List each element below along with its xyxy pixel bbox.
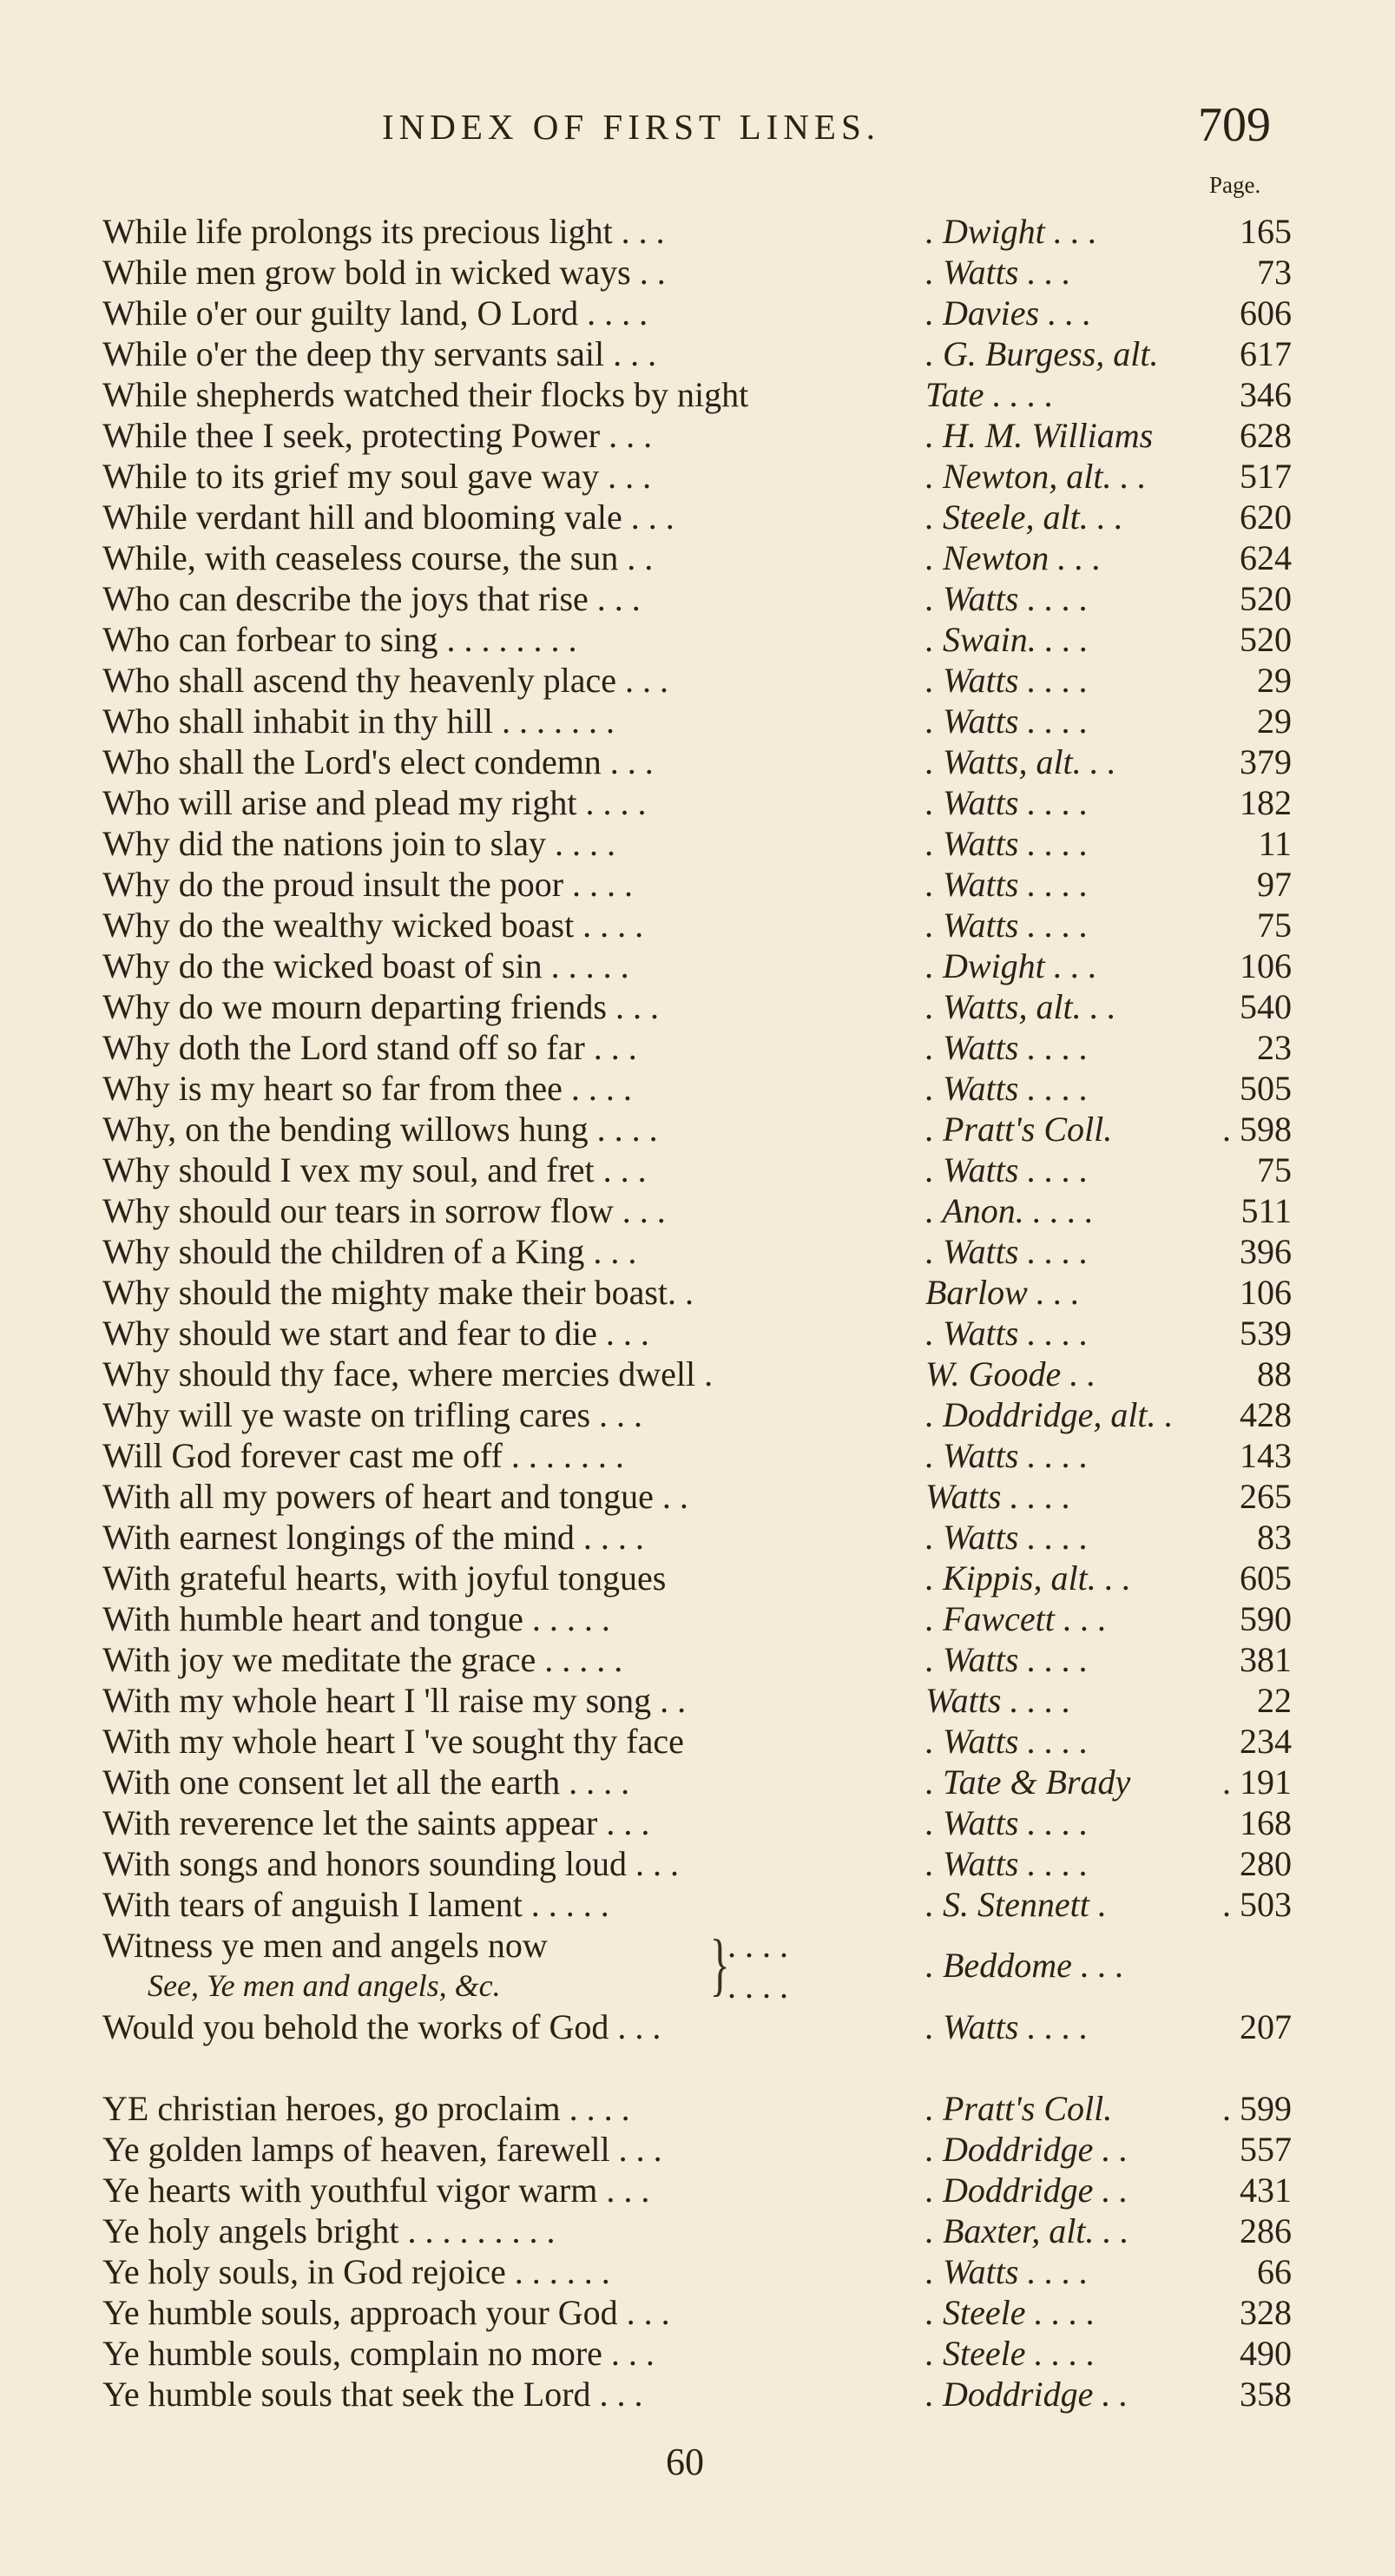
entry-page: 620 (1240, 497, 1292, 537)
index-entry (102, 782, 1292, 823)
entry-first-line: Why should I vex my soul, and fret . . . (102, 1150, 647, 1189)
entry-first-line: With one consent let all the earth . . . . (102, 1762, 630, 1802)
entry-first-line: Why should the mighty make their boast. . (102, 1273, 694, 1312)
index-entry (102, 2251, 1292, 2292)
entry-first-line: Why do the proud insult the poor . . . . (102, 865, 634, 904)
entry-author: . Watts . . . . (925, 865, 1089, 904)
entry-author: . Watts . . . . (925, 1640, 1089, 1679)
entry-page: 628 (1240, 416, 1292, 455)
entry-page: 73 (1257, 253, 1292, 292)
index-entry (102, 2088, 1292, 2129)
entry-author: . H. M. Williams (925, 416, 1154, 455)
entry-first-line: With my whole heart I 'll raise my song . . (102, 1681, 687, 1720)
entry-author: . Watts . . . . (925, 1844, 1089, 1883)
index-entry (102, 945, 1292, 986)
entry-author: Watts . . . . (925, 1477, 1071, 1516)
entry-author: . Watts . . . . (925, 1722, 1089, 1761)
entry-page: 605 (1240, 1558, 1292, 1598)
entry-author: . Pratt's Coll. (925, 2089, 1113, 2128)
entry-first-line: YE christian heroes, go proclaim . . . . (102, 2089, 630, 2128)
entry-page: 280 (1240, 1844, 1292, 1883)
index-entry (102, 864, 1292, 905)
index-entry (102, 1558, 1292, 1598)
index-entry (102, 333, 1292, 374)
index-entry (102, 252, 1292, 293)
entry-page: 22 (1257, 1681, 1292, 1720)
entry-page: 381 (1240, 1640, 1292, 1679)
entry-page: 520 (1240, 620, 1292, 659)
entry-author: . Watts . . . . (925, 661, 1089, 700)
entry-author: . Davies . . . (925, 293, 1092, 333)
entry-author: . Doddridge . . (925, 2375, 1129, 2414)
entry-first-line: Who will arise and plead my right . . . . (102, 783, 647, 822)
entry-first-line: Why do the wicked boast of sin . . . . . (102, 946, 629, 985)
entry-author: . Watts . . . . (925, 824, 1089, 863)
leader-dots: . . . . (727, 1926, 788, 1965)
index-entry (102, 1313, 1292, 1354)
entry-author: . Steele . . . . (925, 2334, 1096, 2373)
entry-page: 505 (1240, 1069, 1292, 1108)
entry-page: 75 (1257, 1150, 1292, 1189)
entry-first-line: With tears of anguish I lament . . . . . (102, 1885, 609, 1924)
entry-page: 396 (1240, 1232, 1292, 1271)
index-entry (102, 905, 1292, 945)
index-entry (102, 374, 1292, 415)
index-entry (102, 2374, 1292, 2415)
entry-author: . Watts . . . . (925, 702, 1089, 741)
entry-page: 234 (1240, 1722, 1292, 1761)
entry-author: . Pratt's Coll. (925, 1110, 1113, 1149)
entry-author: . Watts . . . . (925, 2007, 1089, 2046)
entry-first-line: While to its grief my soul gave way . . . (102, 457, 652, 496)
entry-page: 165 (1240, 212, 1292, 251)
index-entry (102, 2006, 1292, 2047)
entry-author: Barlow . . . (925, 1273, 1080, 1312)
entry-author: . Watts . . . . (925, 906, 1089, 945)
entry-page: 106 (1240, 946, 1292, 985)
index-entry (102, 1068, 1292, 1109)
index-entry (102, 2129, 1292, 2170)
entry-first-line: Who shall ascend thy heavenly place . . . (102, 661, 668, 700)
entry-first-line: Who shall inhabit in thy hill . . . . . . . (102, 702, 615, 741)
entry-author: W. Goode . . (925, 1354, 1096, 1393)
index-entry (102, 1843, 1292, 1884)
y-section (102, 2088, 1292, 2415)
entry-first-line: Ye holy souls, in God rejoice . . . . . . (102, 2252, 610, 2291)
index-entry (102, 1639, 1292, 1680)
section-gap (102, 2047, 1292, 2088)
index-entry (102, 1150, 1292, 1190)
index-entry (102, 1027, 1292, 1068)
entry-first-line: Who can describe the joys that rise . . . (102, 579, 641, 618)
entry-first-line: Ye humble souls, complain no more . . . (102, 2334, 655, 2373)
entry-page: 539 (1240, 1314, 1292, 1353)
index-entry (102, 701, 1292, 741)
entry-first-line: Ye humble souls, approach your God . . . (102, 2293, 670, 2332)
index-entry (102, 1517, 1292, 1558)
entry-first-line: Would you behold the works of God . . . (102, 2007, 661, 2046)
index-entry-witness (102, 1925, 1292, 2006)
entry-page: 379 (1240, 742, 1292, 781)
entry-page: 143 (1240, 1436, 1292, 1475)
index-entry (102, 1598, 1292, 1639)
entry-page: 557 (1240, 2130, 1292, 2169)
entry-page: 168 (1240, 1803, 1292, 1842)
entry-page: 182 (1240, 783, 1292, 822)
index-entry (102, 497, 1292, 537)
entry-page: 590 (1240, 1599, 1292, 1638)
entry-first-line: While, with ceaseless course, the sun . . (102, 538, 654, 577)
entry-page: 88 (1257, 1354, 1292, 1393)
entry-first-line: While shepherds watched their flocks by night (102, 375, 749, 414)
entry-page: 75 (1257, 906, 1292, 945)
entry-page: 265 (1240, 1477, 1292, 1516)
entry-first-line: While o'er our guilty land, O Lord . . . . (102, 293, 648, 333)
entry-page: . 191 (1222, 1762, 1292, 1802)
entry-first-line: Why, on the bending willows hung . . . . (102, 1110, 658, 1149)
entry-page: 66 (1257, 2252, 1292, 2291)
entry-page: 517 (1240, 457, 1292, 496)
entry-first-line: Why will ye waste on trifling cares . . . (102, 1395, 643, 1434)
entry-page: 328 (1240, 2293, 1292, 2332)
entry-page: 358 (1240, 2375, 1292, 2414)
index-entry (102, 1884, 1292, 1925)
entry-first-line: Why should we start and fear to die . . . (102, 1314, 649, 1353)
entry-author: . Watts . . . . (925, 783, 1089, 822)
index-entry (102, 2210, 1292, 2251)
entry-first-line: Ye humble souls that seek the Lord . . . (102, 2375, 643, 2414)
entry-page: 428 (1240, 1395, 1292, 1434)
entry-page: . 598 (1222, 1110, 1292, 1149)
index-entry (102, 1680, 1292, 1721)
index-entry (102, 1190, 1292, 1231)
w-section (102, 211, 1292, 1925)
entry-author: . Watts . . . . (925, 1150, 1089, 1189)
entry-first-line: Why do we mourn departing friends . . . (102, 987, 659, 1026)
entry-page: 617 (1240, 334, 1292, 373)
index-of-first-lines (102, 211, 1292, 2415)
entry-first-line: Why is my heart so far from thee . . . . (102, 1069, 632, 1108)
entry-author: . Newton . . . (925, 538, 1102, 577)
entry-author: . Watts . . . . (925, 579, 1089, 618)
index-entry (102, 537, 1292, 578)
entry-first-line: Why do the wealthy wicked boast . . . . (102, 906, 644, 945)
entry-author: . Steele, alt. . . (925, 497, 1123, 537)
index-entry (102, 1721, 1292, 1762)
entry-page: 106 (1240, 1273, 1292, 1312)
entry-first-line: With songs and honors sounding loud . . . (102, 1844, 679, 1883)
index-entry (102, 1476, 1292, 1517)
entry-page: 83 (1257, 1518, 1292, 1557)
entry-author: . Baxter, alt. . . (925, 2211, 1129, 2250)
entry-first-line: Why doth the Lord stand off so far . . . (102, 1028, 637, 1067)
entry-author: . Kippis, alt. . . (925, 1558, 1131, 1598)
entry-author: . Doddridge . . (925, 2130, 1129, 2169)
entry-author: . Anon. . . . . (925, 1191, 1094, 1230)
entry-author: . Watts, alt. . . (925, 987, 1116, 1026)
entry-page: 624 (1240, 538, 1292, 577)
entry-first-line: Witness ye men and angels now (102, 1926, 548, 1965)
entry-author: . Watts . . . . (925, 1028, 1089, 1067)
entry-page: . 503 (1222, 1885, 1292, 1924)
index-entry (102, 415, 1292, 456)
brace: } (709, 1927, 730, 2003)
index-entry (102, 619, 1292, 660)
entry-first-line: With joy we meditate the grace . . . . . (102, 1640, 623, 1679)
entry-page: 431 (1240, 2171, 1292, 2210)
entry-author: . Watts . . . . (925, 1314, 1089, 1353)
entry-first-line: Will God forever cast me off . . . . . . . (102, 1436, 624, 1475)
entry-first-line: With earnest longings of the mind . . . . (102, 1518, 644, 1557)
index-entry (102, 986, 1292, 1027)
index-entry (102, 741, 1292, 782)
index-entry (102, 1435, 1292, 1476)
entry-page: 346 (1240, 375, 1292, 414)
index-entry (102, 578, 1292, 619)
entry-author: . Watts . . . . (925, 2252, 1089, 2291)
entry-page: 490 (1240, 2334, 1292, 2373)
entry-first-line: Ye golden lamps of heaven, farewell . . . (102, 2130, 662, 2169)
entry-page: 29 (1257, 661, 1292, 700)
entry-page: 97 (1257, 865, 1292, 904)
signature-number: 60 (666, 2441, 704, 2483)
entry-author: . Dwight . . . (925, 212, 1097, 251)
entry-first-line: While life prolongs its precious light . . . (102, 212, 665, 251)
entry-first-line: While verdant hill and blooming vale . . . (102, 497, 674, 537)
entry-alternate-line: See, Ye men and angels, &c. (148, 1968, 501, 2003)
entry-author: . Swain. . . . (925, 620, 1089, 659)
entry-author: Watts . . . . (925, 1681, 1071, 1720)
entry-page: 511 (1240, 1191, 1292, 1230)
entry-first-line: While thee I seek, protecting Power . . . (102, 416, 653, 455)
entry-author: . Watts . . . . (925, 1436, 1089, 1475)
entry-author: . Tate & Brady (925, 1762, 1131, 1802)
entry-page: 29 (1257, 702, 1292, 741)
entry-author: . Watts, alt. . . (925, 742, 1116, 781)
entry-author: . Watts . . . . (925, 1232, 1089, 1271)
entry-first-line: With humble heart and tongue . . . . . (102, 1599, 610, 1638)
index-entry (102, 1231, 1292, 1272)
index-entry (102, 1272, 1292, 1313)
entry-first-line: Ye hearts with youthful vigor warm . . . (102, 2171, 650, 2210)
entry-author: . Watts . . . . (925, 1069, 1089, 1108)
index-entry (102, 2292, 1292, 2333)
index-entry (102, 293, 1292, 333)
entry-author: . Watts . . . . (925, 1518, 1089, 1557)
entry-author: . Watts . . . . (925, 1803, 1089, 1842)
entry-author: . Watts . . . (925, 253, 1071, 292)
entry-page: 520 (1240, 579, 1292, 618)
entry-author: . Newton, alt. . . (925, 457, 1147, 496)
page-number: 709 (1198, 98, 1271, 152)
entry-first-line: While men grow bold in wicked ways . . (102, 253, 666, 292)
entry-first-line: Who can forbear to sing . . . . . . . . (102, 620, 577, 659)
entry-first-line: With all my powers of heart and tongue . . (102, 1477, 688, 1516)
index-entry (102, 1394, 1292, 1435)
leader-dots: . . . . (727, 1967, 788, 2006)
entry-author: . Steele . . . . (925, 2293, 1096, 2332)
entry-author: . Beddome . . . (925, 1946, 1124, 1985)
index-entry (102, 1802, 1292, 1843)
entry-page: 606 (1240, 293, 1292, 333)
entry-page: 207 (1240, 2007, 1292, 2046)
entry-author: . Doddridge, alt. . (925, 1395, 1174, 1434)
entry-page: . 599 (1222, 2089, 1292, 2128)
entry-first-line: With grateful hearts, with joyful tongues (102, 1558, 667, 1598)
entry-author: Tate . . . . (925, 375, 1054, 414)
entry-first-line: Why should our tears in sorrow flow . . . (102, 1191, 666, 1230)
entry-first-line: Why should thy face, where mercies dwell . (102, 1354, 714, 1393)
entry-first-line: With my whole heart I 've sought thy face (102, 1722, 684, 1761)
index-entry (102, 660, 1292, 701)
entry-author: . S. Stennett . (925, 1885, 1107, 1924)
running-title: INDEX OF FIRST LINES. (382, 107, 880, 147)
entry-first-line: Why did the nations join to slay . . . . (102, 824, 616, 863)
entry-page: 23 (1257, 1028, 1292, 1067)
entry-first-line: With reverence let the saints appear . . . (102, 1803, 650, 1842)
entry-page: 540 (1240, 987, 1292, 1026)
index-entry (102, 211, 1292, 252)
entry-author: . Fawcett . . . (925, 1599, 1107, 1638)
index-entry (102, 823, 1292, 864)
page-column-label: Page. (1209, 172, 1261, 198)
entry-first-line: Who shall the Lord's elect condemn . . . (102, 742, 654, 781)
index-entry (102, 456, 1292, 497)
index-entry (102, 2170, 1292, 2210)
index-entry (102, 2333, 1292, 2374)
index-entry (102, 1762, 1292, 1802)
index-entry (102, 1109, 1292, 1150)
entry-page: 286 (1240, 2211, 1292, 2250)
entry-first-line: Why should the children of a King . . . (102, 1232, 637, 1271)
entry-first-line: Ye holy angels bright . . . . . . . . . (102, 2211, 556, 2250)
entry-page: 11 (1258, 824, 1292, 863)
entry-author: . Dwight . . . (925, 946, 1097, 985)
index-entry (102, 1354, 1292, 1394)
entry-author: . G. Burgess, alt. (925, 334, 1159, 373)
entry-author: . Doddridge . . (925, 2171, 1129, 2210)
entry-first-line: While o'er the deep thy servants sail . . . (102, 334, 657, 373)
